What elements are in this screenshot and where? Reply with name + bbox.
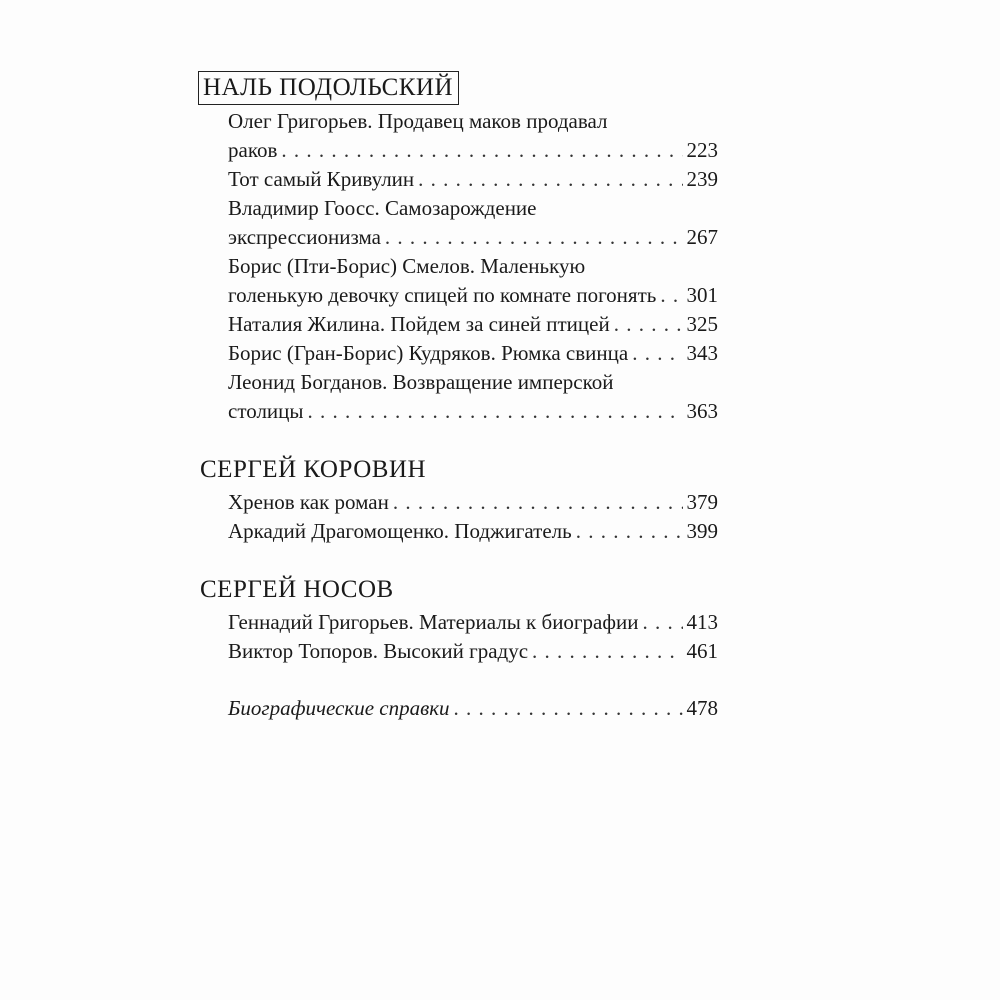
dot-leader <box>532 637 682 666</box>
page-number: 301 <box>686 283 718 307</box>
dot-leader <box>418 165 682 194</box>
entry-title: Геннадий Григорьев. Материалы к биографии <box>228 610 639 634</box>
toc-section <box>198 71 718 426</box>
entry-title: экспрессионизма <box>228 225 381 249</box>
entry-title: раков <box>228 138 278 162</box>
page-number: 267 <box>686 225 718 249</box>
toc-entry <box>228 637 718 666</box>
toc-entry <box>228 368 718 426</box>
toc-appendix <box>198 694 718 723</box>
entry-title: Виктор Топоров. Высокий градус <box>228 639 529 663</box>
section-author: НАЛЬ ПОДОЛЬСКИЙ <box>198 71 459 105</box>
toc-section <box>198 454 718 546</box>
entry-title: Аркадий Драгомощенко. Поджигатель <box>228 519 572 543</box>
toc-entry <box>228 488 718 517</box>
toc-entry <box>228 608 718 637</box>
page-number: 223 <box>686 138 718 162</box>
toc-entry <box>228 339 718 368</box>
entry-title-line: Борис (Пти-Борис) Смелов. Маленькую <box>228 254 586 278</box>
page-number: 325 <box>686 312 718 336</box>
page-number: 343 <box>686 341 718 365</box>
dot-leader <box>660 281 682 310</box>
toc-section <box>198 574 718 666</box>
entry-title: Наталия Жилина. Пойдем за синей птицей <box>228 312 610 336</box>
page-number: 478 <box>686 696 718 720</box>
toc-entry <box>228 517 718 546</box>
entry-title-line: Владимир Гоосс. Самозарождение <box>228 196 537 220</box>
section-author: СЕРГЕЙ НОСОВ <box>200 576 394 603</box>
appendix-title: Биографические справки <box>228 696 450 720</box>
dot-leader <box>576 517 683 546</box>
page-number: 239 <box>686 167 718 191</box>
dot-leader <box>308 397 683 426</box>
page-number: 413 <box>686 610 718 634</box>
table-of-contents <box>198 71 718 751</box>
page-number: 379 <box>686 490 718 514</box>
toc-entry <box>228 107 718 165</box>
page-number: 399 <box>686 519 718 543</box>
dot-leader <box>642 608 682 637</box>
toc-entry <box>228 694 718 723</box>
entry-title: Тот самый Кривулин <box>228 167 415 191</box>
section-author: СЕРГЕЙ КОРОВИН <box>200 456 427 483</box>
toc-entry <box>228 165 718 194</box>
dot-leader <box>393 488 683 517</box>
toc-entry <box>228 194 718 252</box>
entry-title: Борис (Гран-Борис) Кудряков. Рюмка свинца <box>228 341 629 365</box>
toc-entry <box>228 252 718 310</box>
entry-title-line: Олег Григорьев. Продавец маков продавал <box>228 109 608 133</box>
entry-title-line: Леонид Богданов. Возвращение имперской <box>228 370 614 394</box>
page-number: 461 <box>686 639 718 663</box>
entry-title: столицы <box>228 399 304 423</box>
entry-title: голенькую девочку спицей по комнате погонять <box>228 283 657 307</box>
dot-leader <box>614 310 683 339</box>
dot-leader <box>454 694 683 723</box>
page-number: 363 <box>686 399 718 423</box>
dot-leader <box>281 136 682 165</box>
dot-leader <box>632 339 682 368</box>
entry-title: Хренов как роман <box>228 490 389 514</box>
dot-leader <box>385 223 683 252</box>
toc-entry <box>228 310 718 339</box>
